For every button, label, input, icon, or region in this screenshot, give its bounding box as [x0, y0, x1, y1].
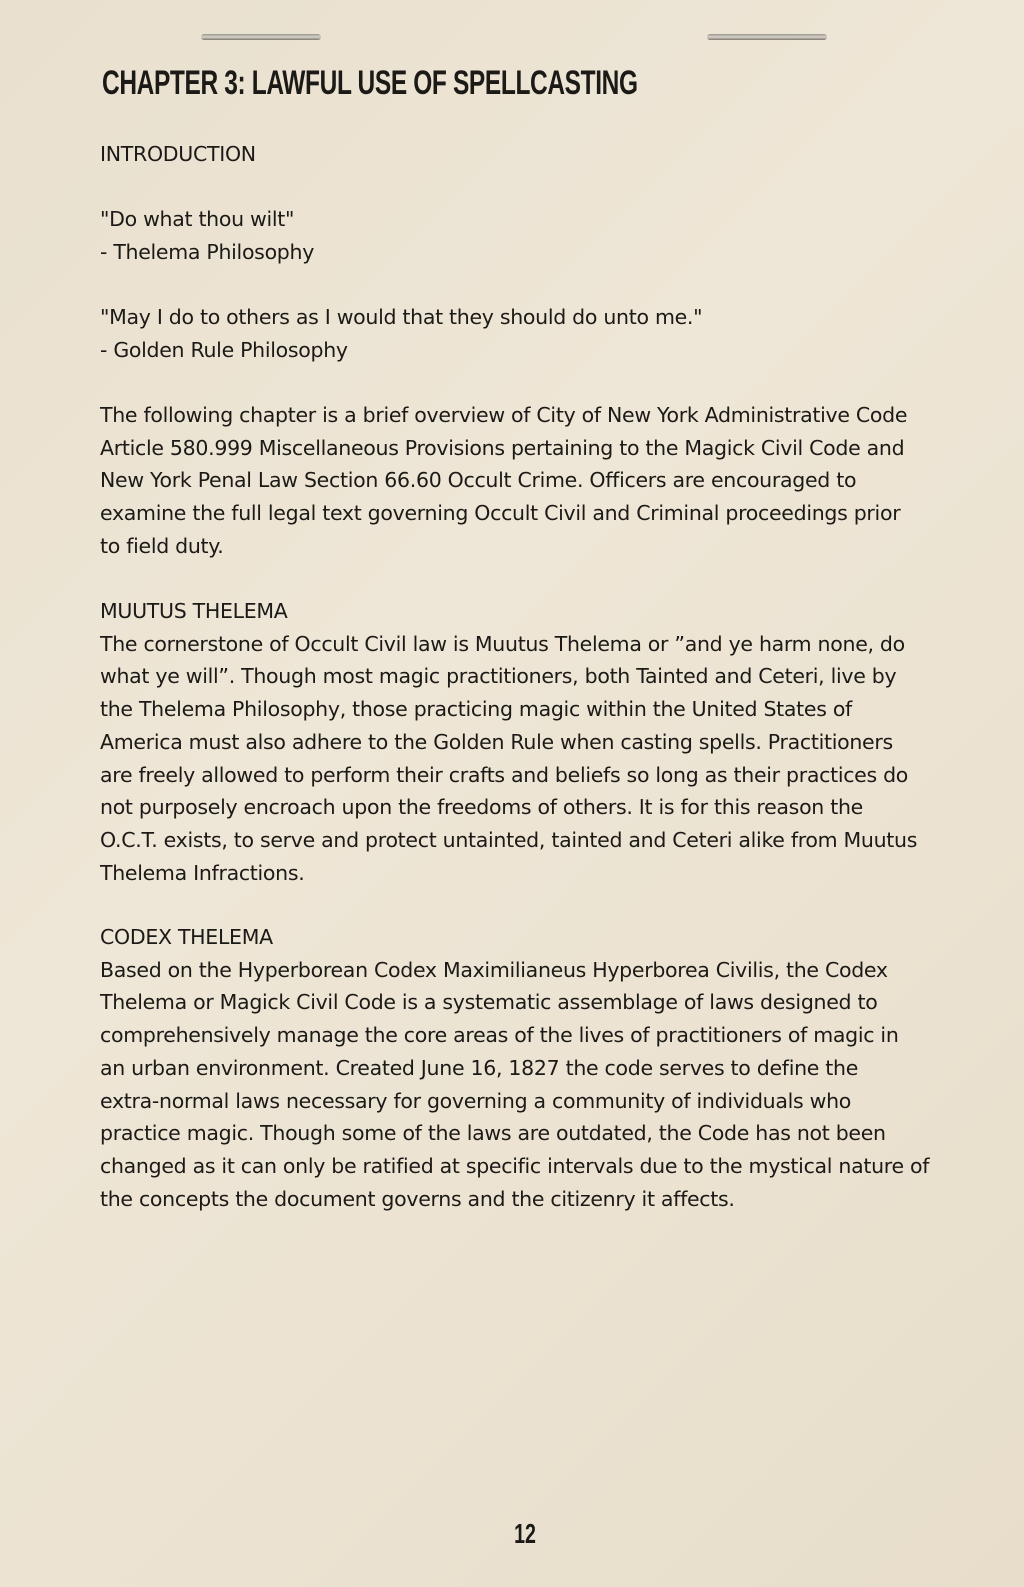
text-line: what ye will”. Though most magic practitioners, both Tainted and Ceteri, live by: [100, 664, 897, 689]
staple-right: [707, 34, 827, 40]
text-line: the Thelema Philosophy, those practicing magic within the United States of: [100, 697, 852, 722]
intro-heading: INTRODUCTION: [100, 142, 256, 166]
section-heading: MUUTUS THELEMA: [100, 599, 288, 623]
text-line: extra-normal laws necessary for governing a community of individuals who: [100, 1088, 852, 1113]
text-line: are freely allowed to perform their crafts and beliefs so long as their practices do: [100, 762, 909, 787]
quote-thelema: [100, 203, 314, 268]
page-number: 12: [514, 1518, 536, 1549]
text-line: the concepts the document governs and the citizenry it affects.: [100, 1186, 735, 1211]
text-line: The cornerstone of Occult Civil law is Muutus Thelema or ”and ye harm none, do: [100, 631, 905, 656]
intro-paragraph: [100, 399, 907, 563]
section-codex-thelema: [100, 921, 929, 1215]
text-line: examine the full legal text governing Occult Civil and Criminal proceedings prior: [100, 501, 901, 526]
text-line: to field duty.: [100, 533, 224, 558]
text-line: Thelema or Magick Civil Code is a systematic assemblage of laws designed to: [100, 990, 878, 1015]
section-muutus-thelema: [100, 595, 917, 889]
section-heading: CODEX THELEMA: [100, 925, 273, 949]
text-line: America must also adhere to the Golden Rule when casting spells. Practitioners: [100, 729, 893, 754]
text-line: The following chapter is a brief overview of City of New York Administrative Code: [100, 403, 908, 427]
quote-text: "May I do to others as I would that they should do unto me.": [100, 305, 703, 329]
quote-golden-rule: [100, 301, 702, 366]
text-line: an urban environment. Created June 16, 1827 the code serves to define the: [100, 1055, 859, 1080]
text-line: comprehensively manage the core areas of the lives of practitioners of magic in: [100, 1023, 899, 1048]
text-line: Article 580.999 Miscellaneous Provisions pertaining to the Magick Civil Code and: [100, 435, 905, 460]
quote-attribution: - Golden Rule Philosophy: [100, 337, 348, 362]
text-line: New York Penal Law Section 66.60 Occult Crime. Officers are encouraged to: [100, 468, 857, 493]
quote-attribution: - Thelema Philosophy: [100, 239, 315, 264]
text-line: Thelema Infractions.: [100, 860, 305, 885]
text-line: Based on the Hyperborean Codex Maximilianeus Hyperborea Civilis, the Codex: [100, 957, 888, 982]
text-line: practice magic. Though some of the laws are outdated, the Code has not been: [100, 1121, 886, 1146]
chapter-title: CHAPTER 3: LAWFUL USE OF SPELLCASTING: [102, 64, 638, 102]
quote-text: "Do what thou wilt": [100, 207, 295, 231]
text-line: changed as it can only be ratified at specific intervals due to the mystical nature of: [100, 1153, 930, 1178]
staple-left: [201, 34, 321, 40]
text-line: not purposely encroach upon the freedoms of others. It is for this reason the: [100, 795, 863, 820]
text-line: O.C.T. exists, to serve and protect untainted, tainted and Ceteri alike from Muutus: [100, 827, 918, 852]
